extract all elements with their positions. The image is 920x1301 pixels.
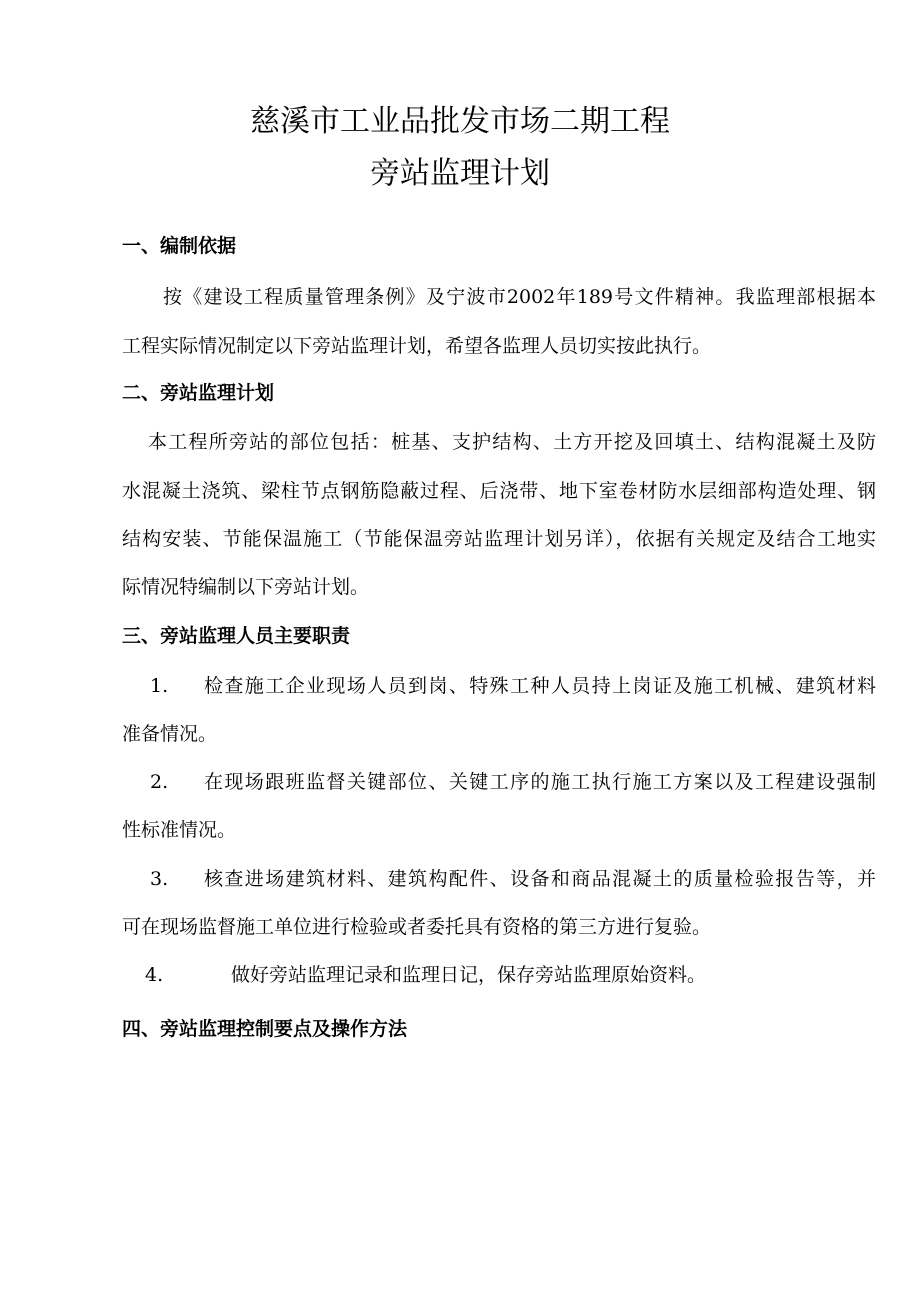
- section-heading-1: 一、编制依据: [122, 235, 237, 257]
- paragraph-line: 按《建设工程质量管理条例》及宁波市2002年189号文件精神。我监理部根据本: [163, 286, 876, 308]
- paragraph-line: 工程实际情况制定以下旁站监理计划，希望各监理人员切实按此执行。: [122, 335, 712, 357]
- document-title-line-2: 旁站监理计划: [370, 156, 550, 191]
- paragraph-line: 水混凝土浇筑、梁柱节点钢筋隐蔽过程、后浇带、地下室卷材防水层细部构造处理、钢: [122, 480, 876, 502]
- section-heading-2: 二、旁站监理计划: [122, 382, 275, 404]
- document-title-line-1: 慈溪市工业品批发市场二期工程: [250, 104, 670, 139]
- list-item-line: 做好旁站监理记录和监理日记，保存旁站监理原始资料。: [231, 964, 707, 986]
- section-heading-3: 三、旁站监理人员主要职责: [122, 625, 351, 647]
- list-item-line: 可在现场监督施工单位进行检验或者委托具有资格的第三方进行复验。: [122, 916, 712, 938]
- list-item-line: 检查施工企业现场人员到岗、特殊工种人员持上岗证及施工机械、建筑材料: [204, 675, 876, 697]
- section-heading-4: 四、旁站监理控制要点及操作方法: [122, 1018, 408, 1040]
- list-item-number: 4.: [145, 964, 164, 986]
- list-item-line: 准备情况。: [122, 723, 218, 745]
- list-item-number: 2.: [150, 771, 169, 793]
- list-item-line: 核查进场建筑材料、建筑构配件、设备和商品混凝土的质量检验报告等，并: [204, 868, 876, 890]
- list-item-number: 1.: [150, 675, 169, 697]
- list-item-line: 性标准情况。: [122, 819, 237, 841]
- paragraph-line: 本工程所旁站的部位包括：桩基、支护结构、土方开挖及回填土、结构混凝土及防: [148, 431, 876, 453]
- paragraph-line: 结构安装、节能保温施工（节能保温旁站监理计划另详），依据有关规定及结合工地实: [122, 528, 876, 550]
- paragraph-line: 际情况特编制以下旁站计划。: [122, 576, 370, 598]
- list-item-line: 在现场跟班监督关键部位、关键工序的施工执行施工方案以及工程建设强制: [204, 771, 876, 793]
- list-item-number: 3.: [150, 868, 169, 890]
